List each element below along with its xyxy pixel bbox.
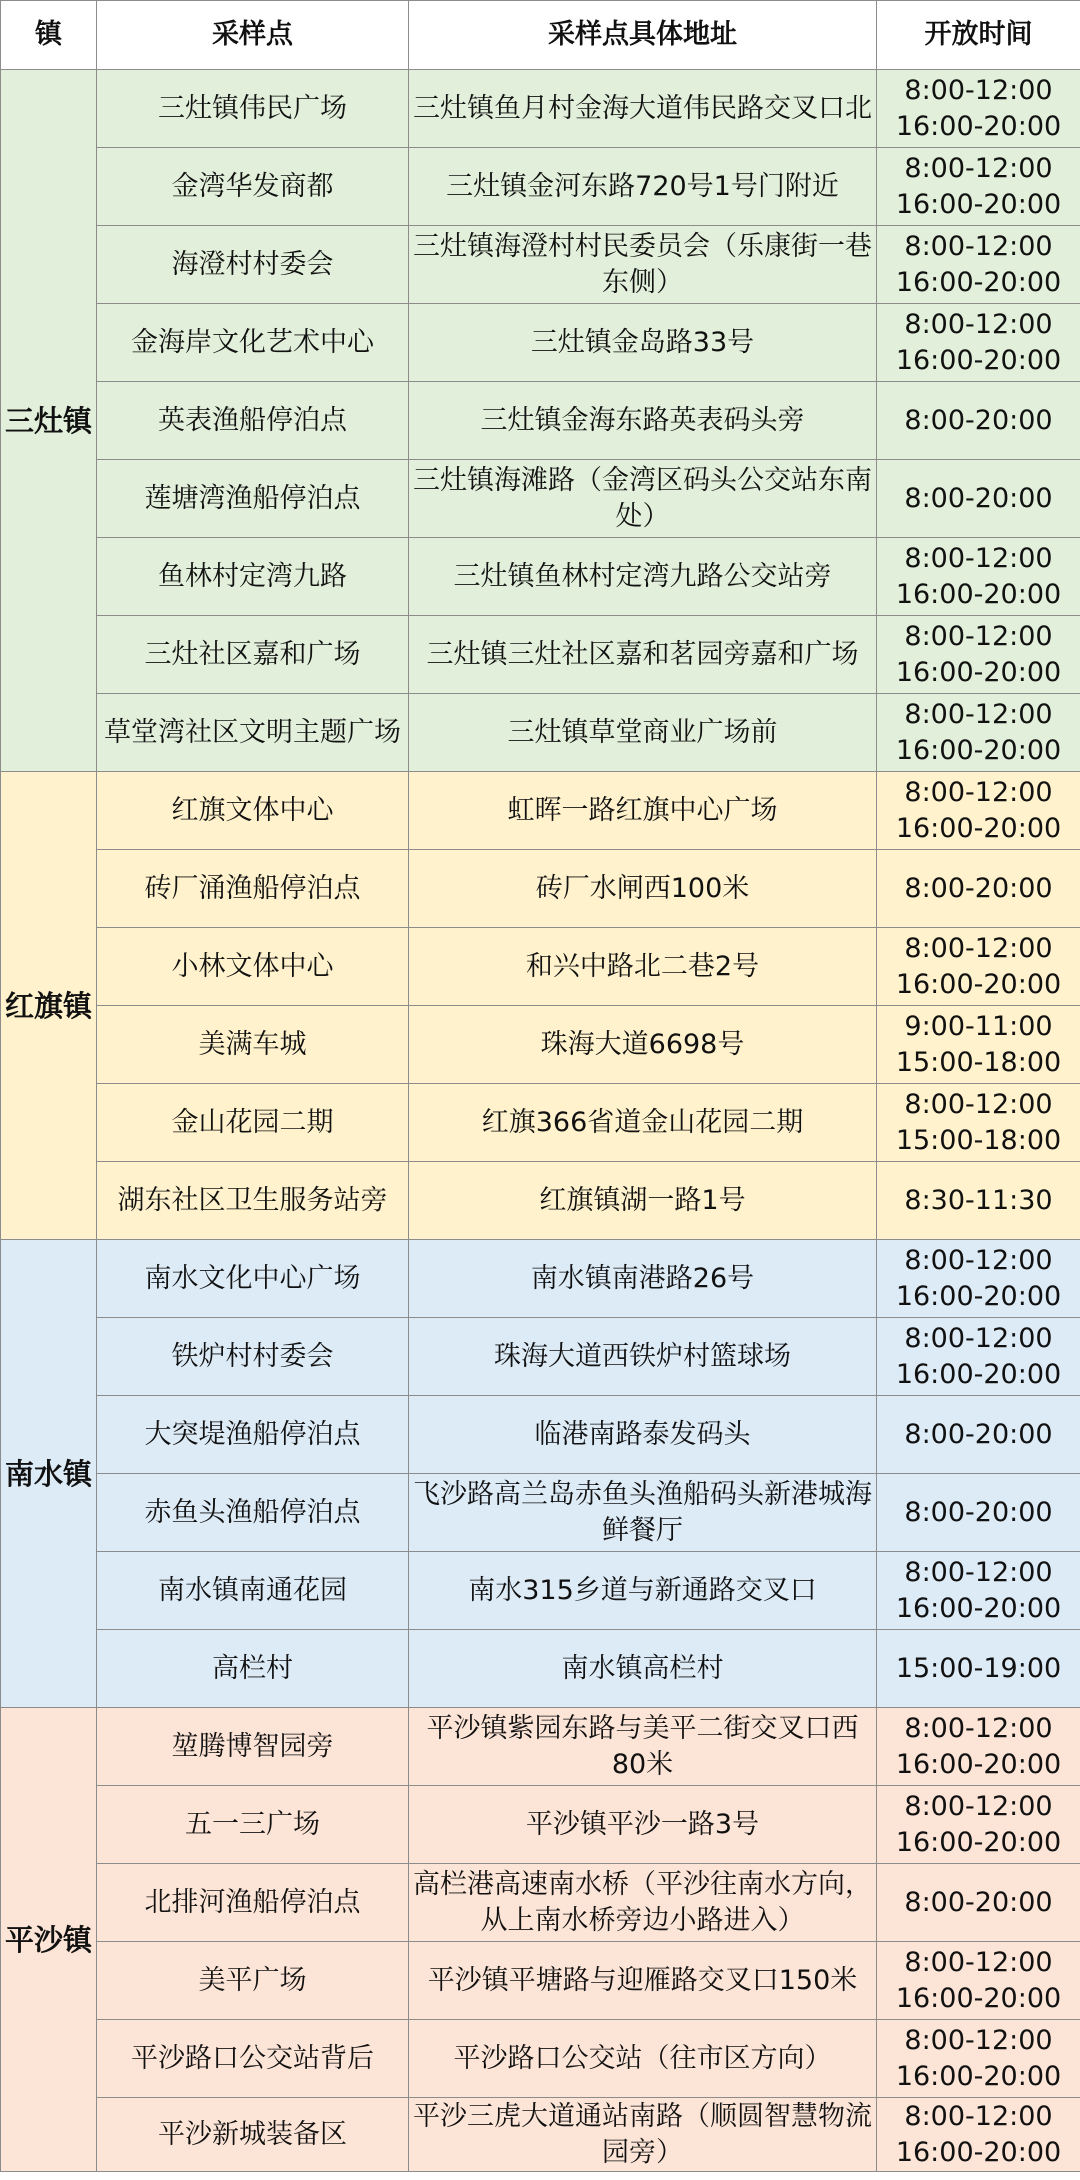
site-cell: 平沙新城装备区 [97, 2098, 409, 2172]
address-cell: 三灶镇鱼林村定湾九路公交站旁 [409, 538, 877, 616]
address-cell: 砖厂水闸西100米 [409, 850, 877, 928]
hours-line: 8:00-12:00 [904, 542, 1053, 574]
hours-line: 8:00-20:00 [904, 1418, 1053, 1450]
hours-line: 8:00-12:00 [904, 2024, 1053, 2056]
hours-line: 15:00-18:00 [895, 1124, 1062, 1156]
hours-line: 8:00-12:00 [904, 1088, 1053, 1120]
table-row [1, 460, 1080, 538]
hours-cell [877, 1240, 1080, 1318]
site-cell: 湖东社区卫生服务站旁 [97, 1162, 409, 1240]
address-cell: 平沙三虎大道通站南路（顺圆智慧物流园旁） [409, 2098, 877, 2172]
address-cell: 平沙镇平沙一路3号 [409, 1786, 877, 1864]
table-row [1, 70, 1080, 148]
hours-line: 16:00-20:00 [895, 1982, 1062, 2014]
table-body [1, 70, 1080, 2172]
address-cell: 和兴中路北二巷2号 [409, 928, 877, 1006]
site-cell: 五一三广场 [97, 1786, 409, 1864]
site-cell: 美平广场 [97, 1942, 409, 2020]
table-row [1, 1006, 1080, 1084]
address-cell: 平沙路口公交站（往市区方向） [409, 2020, 877, 2098]
site-cell: 三灶镇伟民广场 [97, 70, 409, 148]
hours-line: 8:00-20:00 [904, 872, 1053, 904]
site-cell: 高栏村 [97, 1630, 409, 1708]
table-row [1, 1162, 1080, 1240]
hours-line: 16:00-20:00 [895, 2136, 1062, 2168]
site-cell: 北排河渔船停泊点 [97, 1864, 409, 1942]
address-cell: 平沙镇平塘路与迎雁路交叉口150米 [409, 1942, 877, 2020]
hours-cell [877, 1786, 1080, 1864]
hours-line: 8:00-12:00 [904, 152, 1053, 184]
site-cell: 草堂湾社区文明主题广场 [97, 694, 409, 772]
hours-cell [877, 1318, 1080, 1396]
address-cell: 红旗镇湖一路1号 [409, 1162, 877, 1240]
hours-cell [877, 70, 1080, 148]
hours-cell [877, 1474, 1080, 1552]
hours-line: 16:00-20:00 [895, 1358, 1062, 1390]
address-cell: 飞沙路高兰岛赤鱼头渔船码头新港城海鲜餐厅 [409, 1474, 877, 1552]
hours-line: 8:00-12:00 [904, 1556, 1053, 1588]
table-row [1, 1942, 1080, 2020]
hours-line: 16:00-20:00 [895, 734, 1062, 766]
hours-line: 9:00-11:00 [904, 1010, 1053, 1042]
site-cell: 铁炉村村委会 [97, 1318, 409, 1396]
hours-line: 16:00-20:00 [895, 578, 1062, 610]
site-cell: 金湾华发商都 [97, 148, 409, 226]
address-cell: 虹晖一路红旗中心广场 [409, 772, 877, 850]
site-cell: 三灶社区嘉和广场 [97, 616, 409, 694]
hours-line: 16:00-20:00 [895, 812, 1062, 844]
site-cell: 美满车城 [97, 1006, 409, 1084]
address-cell: 平沙镇紫园东路与美平二街交叉口西80米 [409, 1708, 877, 1786]
hours-line: 8:00-12:00 [904, 308, 1053, 340]
table-row [1, 1318, 1080, 1396]
table-row [1, 928, 1080, 1006]
hours-cell [877, 1630, 1080, 1708]
hours-cell [877, 382, 1080, 460]
table-row [1, 2020, 1080, 2098]
site-cell: 砖厂涌渔船停泊点 [97, 850, 409, 928]
hours-cell [877, 850, 1080, 928]
hours-line: 8:00-20:00 [904, 1496, 1053, 1528]
hours-line: 16:00-20:00 [895, 344, 1062, 376]
table-row [1, 1396, 1080, 1474]
hours-line: 15:00-18:00 [895, 1046, 1062, 1078]
table-row [1, 694, 1080, 772]
table-row [1, 2098, 1080, 2172]
site-cell: 大突堤渔船停泊点 [97, 1396, 409, 1474]
table-row [1, 1786, 1080, 1864]
address-cell: 南水镇南港路26号 [409, 1240, 877, 1318]
header-town: 镇 [1, 1, 97, 70]
site-cell: 南水镇南通花园 [97, 1552, 409, 1630]
hours-cell [877, 538, 1080, 616]
site-cell: 红旗文体中心 [97, 772, 409, 850]
site-cell: 平沙路口公交站背后 [97, 2020, 409, 2098]
table-row [1, 382, 1080, 460]
site-cell: 堃腾博智园旁 [97, 1708, 409, 1786]
hours-cell [877, 1396, 1080, 1474]
hours-cell [877, 1708, 1080, 1786]
header-row [1, 1, 1080, 70]
hours-line: 8:30-11:30 [904, 1184, 1053, 1216]
hours-line: 16:00-20:00 [895, 1826, 1062, 1858]
address-cell: 珠海大道6698号 [409, 1006, 877, 1084]
table-row [1, 1240, 1080, 1318]
header-address: 采样点具体地址 [409, 1, 877, 70]
site-cell: 莲塘湾渔船停泊点 [97, 460, 409, 538]
table-row [1, 1474, 1080, 1552]
address-cell: 三灶镇海澄村村民委员会（乐康街一巷东侧） [409, 226, 877, 304]
site-cell: 赤鱼头渔船停泊点 [97, 1474, 409, 1552]
hours-cell [877, 460, 1080, 538]
hours-line: 8:00-12:00 [904, 932, 1053, 964]
site-cell: 海澄村村委会 [97, 226, 409, 304]
hours-cell [877, 772, 1080, 850]
hours-line: 8:00-12:00 [904, 1712, 1053, 1744]
hours-line: 8:00-12:00 [904, 776, 1053, 808]
hours-cell [877, 2098, 1080, 2172]
hours-line: 8:00-12:00 [904, 698, 1053, 730]
address-cell: 临港南路泰发码头 [409, 1396, 877, 1474]
table-row [1, 1552, 1080, 1630]
town-cell: 南水镇 [1, 1240, 97, 1708]
table-row [1, 226, 1080, 304]
table-row [1, 538, 1080, 616]
address-cell: 三灶镇海滩路（金湾区码头公交站东南处） [409, 460, 877, 538]
hours-line: 8:00-12:00 [904, 1244, 1053, 1276]
address-cell: 南水315乡道与新通路交叉口 [409, 1552, 877, 1630]
hours-line: 8:00-20:00 [904, 482, 1053, 514]
town-cell: 三灶镇 [1, 70, 97, 772]
hours-line: 15:00-19:00 [895, 1652, 1062, 1684]
address-cell: 三灶镇金河东路720号1号门附近 [409, 148, 877, 226]
hours-cell [877, 2020, 1080, 2098]
address-cell: 三灶镇金岛路33号 [409, 304, 877, 382]
table-row [1, 148, 1080, 226]
hours-line: 8:00-12:00 [904, 1322, 1053, 1354]
hours-line: 8:00-12:00 [904, 1946, 1053, 1978]
hours-cell [877, 226, 1080, 304]
hours-line: 16:00-20:00 [895, 110, 1062, 142]
hours-cell [877, 1006, 1080, 1084]
hours-line: 16:00-20:00 [895, 188, 1062, 220]
table-row [1, 1864, 1080, 1942]
site-cell: 南水文化中心广场 [97, 1240, 409, 1318]
hours-line: 16:00-20:00 [895, 968, 1062, 1000]
table-row [1, 1084, 1080, 1162]
hours-cell [877, 928, 1080, 1006]
address-cell: 三灶镇草堂商业广场前 [409, 694, 877, 772]
hours-cell [877, 1162, 1080, 1240]
hours-cell [877, 148, 1080, 226]
hours-cell [877, 694, 1080, 772]
table-row [1, 616, 1080, 694]
site-cell: 英表渔船停泊点 [97, 382, 409, 460]
header-site: 采样点 [97, 1, 409, 70]
address-cell: 红旗366省道金山花园二期 [409, 1084, 877, 1162]
address-cell: 南水镇高栏村 [409, 1630, 877, 1708]
table-row [1, 1630, 1080, 1708]
hours-cell [877, 1864, 1080, 1942]
hours-line: 16:00-20:00 [895, 1280, 1062, 1312]
table-row [1, 1708, 1080, 1786]
hours-line: 8:00-12:00 [904, 1790, 1053, 1822]
hours-line: 16:00-20:00 [895, 1592, 1062, 1624]
hours-cell [877, 1084, 1080, 1162]
address-cell: 三灶镇金海东路英表码头旁 [409, 382, 877, 460]
address-cell: 三灶镇鱼月村金海大道伟民路交叉口北 [409, 70, 877, 148]
town-cell: 平沙镇 [1, 1708, 97, 2172]
hours-line: 8:00-12:00 [904, 620, 1053, 652]
hours-line: 16:00-20:00 [895, 656, 1062, 688]
header-hours: 开放时间 [877, 1, 1080, 70]
hours-cell [877, 1942, 1080, 2020]
hours-line: 8:00-12:00 [904, 2100, 1053, 2132]
table-row [1, 772, 1080, 850]
hours-line: 8:00-20:00 [904, 1886, 1053, 1918]
hours-line: 16:00-20:00 [895, 266, 1062, 298]
hours-cell [877, 304, 1080, 382]
hours-line: 8:00-12:00 [904, 230, 1053, 262]
table-row [1, 850, 1080, 928]
hours-line: 8:00-12:00 [904, 74, 1053, 106]
site-cell: 小林文体中心 [97, 928, 409, 1006]
hours-line: 16:00-20:00 [895, 1748, 1062, 1780]
town-cell: 红旗镇 [1, 772, 97, 1240]
table-row [1, 304, 1080, 382]
hours-cell [877, 616, 1080, 694]
address-cell: 三灶镇三灶社区嘉和茗园旁嘉和广场 [409, 616, 877, 694]
hours-line: 8:00-20:00 [904, 404, 1053, 436]
site-cell: 金海岸文化艺术中心 [97, 304, 409, 382]
address-cell: 珠海大道西铁炉村篮球场 [409, 1318, 877, 1396]
address-cell: 高栏港高速南水桥（平沙往南水方向，从上南水桥旁边小路进入） [409, 1864, 877, 1942]
hours-line: 16:00-20:00 [895, 2060, 1062, 2092]
hours-cell [877, 1552, 1080, 1630]
site-cell: 金山花园二期 [97, 1084, 409, 1162]
site-cell: 鱼林村定湾九路 [97, 538, 409, 616]
